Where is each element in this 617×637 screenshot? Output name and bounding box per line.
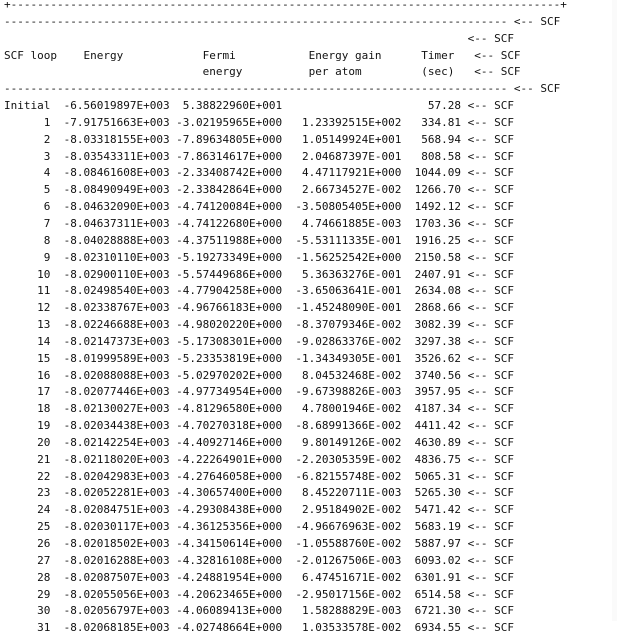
table-row: 16 -8.02088088E+003 -5.02970202E+000 8.04532468E-002 3740.56 <-- SCF	[4, 368, 514, 382]
table-row: 4 -8.08461608E+003 -2.33408742E+000 4.47117921E+000 1044.09 <-- SCF	[4, 166, 514, 180]
table-row: 9 -8.02310110E+003 -5.19273349E+000 -1.56252542E+000 2150.58 <-- SCF	[4, 250, 514, 264]
table-row: 24 -8.02084751E+003 -4.29308438E+000 2.95184902E-002 5471.42 <-- SCF	[4, 503, 514, 517]
table-row: 7 -8.04637311E+003 -4.74122680E+000 4.74661885E-003 1703.36 <-- SCF	[4, 216, 514, 230]
table-row: 19 -8.02034438E+003 -4.70270318E+000 -8.68991366E-002 4411.42 <-- SCF	[4, 419, 514, 433]
log-divider: ---------------------------------------------------------------------------- <-- SCF	[4, 82, 561, 96]
table-row: 14 -8.02147373E+003 -5.17308301E+000 -9.02863376E-002 3297.38 <-- SCF	[4, 334, 514, 348]
table-row: 11 -8.02498540E+003 -4.77904258E+000 -3.65063641E-001 2634.08 <-- SCF	[4, 284, 514, 298]
table-row: 13 -8.02246688E+003 -4.98020220E+000 -8.37079346E-002 3082.39 <-- SCF	[4, 318, 514, 332]
header-line-2: energy per atom (sec) <-- SCF	[4, 65, 521, 79]
table-row: 2 -8.03318155E+003 -7.89634805E+000 1.05149924E+001 568.94 <-- SCF	[4, 132, 514, 146]
table-row: 31 -8.02068185E+003 -4.02748664E+000 1.03533578E-002 6934.55 <-- SCF	[4, 621, 514, 635]
table-row: 10 -8.02900110E+003 -5.57449686E+000 5.36363276E-001 2407.91 <-- SCF	[4, 267, 514, 281]
table-row: 5 -8.08490949E+003 -2.33842864E+000 2.66734527E-002 1266.70 <-- SCF	[4, 183, 514, 197]
scrollbar[interactable]	[612, 0, 617, 621]
table-row: 25 -8.02030117E+003 -4.36125356E+000 -4.96676963E-002 5683.19 <-- SCF	[4, 520, 514, 534]
table-row: 20 -8.02142254E+003 -4.40927146E+000 9.80149126E-002 4630.89 <-- SCF	[4, 435, 514, 449]
header-line-1: SCF loop Energy Fermi Energy gain Timer <-- SCF	[4, 48, 521, 62]
table-row: 30 -8.02056797E+003 -4.06089413E+000 1.58288829E-003 6721.30 <-- SCF	[4, 604, 514, 618]
table-row: 12 -8.02338767E+003 -4.96766183E+000 -1.45248090E-001 2868.66 <-- SCF	[4, 301, 514, 315]
table-row: 22 -8.02042983E+003 -4.27646058E+000 -6.82155748E-002 5065.31 <-- SCF	[4, 469, 514, 483]
table-row: 21 -8.02118020E+003 -4.22264901E+000 -2.20305359E-002 4836.75 <-- SCF	[4, 452, 514, 466]
table-row: 18 -8.02130027E+003 -4.81296580E+000 4.78001946E-002 4187.34 <-- SCF	[4, 402, 514, 416]
table-row: 3 -8.03543311E+003 -7.86314617E+000 2.04687397E-001 808.58 <-- SCF	[4, 149, 514, 163]
table-row: 29 -8.02055056E+003 -4.20623465E+000 -2.95017156E-002 6514.58 <-- SCF	[4, 587, 514, 601]
table-row: 26 -8.02018502E+003 -4.34150614E+000 -1.05588760E-002 5887.97 <-- SCF	[4, 537, 514, 550]
table-row: 17 -8.02077446E+003 -4.97734954E+000 -9.67398826E-003 3957.95 <-- SCF	[4, 385, 514, 399]
table-row: 28 -8.02087507E+003 -4.24881954E+000 6.47451671E-002 6301.91 <-- SCF	[4, 570, 514, 584]
table-row: 1 -7.91751663E+003 -3.02195965E+000 1.23392515E+002 334.81 <-- SCF	[4, 115, 514, 129]
log-divider: ---------------------------------------------------------------------------- <-- SCF	[4, 14, 561, 28]
header-blank-line: <-- SCF	[4, 31, 514, 45]
table-row: 27 -8.02016288E+003 -4.32816108E+000 -2.01267506E-003 6093.02 <-- SCF	[4, 553, 514, 567]
table-row: 15 -8.01999589E+003 -5.23353819E+000 -1.34349305E-001 3526.62 <-- SCF	[4, 351, 514, 365]
table-row: 23 -8.02052281E+003 -4.30657400E+000 8.45220711E-003 5265.30 <-- SCF	[4, 486, 514, 500]
table-row: 8 -8.04028888E+003 -4.37511988E+000 -5.53111335E-001 1916.25 <-- SCF	[4, 233, 514, 247]
table-row: 6 -8.04632090E+003 -4.74120084E+000 -3.50805405E+000 1492.12 <-- SCF	[4, 200, 514, 214]
scf-log-output	[4, 0, 617, 637]
table-row: Initial -6.56019897E+003 5.38822960E+001 57.28 <-- SCF	[4, 99, 514, 113]
log-border-top: +-----------------------------------------------------------------------------------+	[4, 0, 567, 11]
